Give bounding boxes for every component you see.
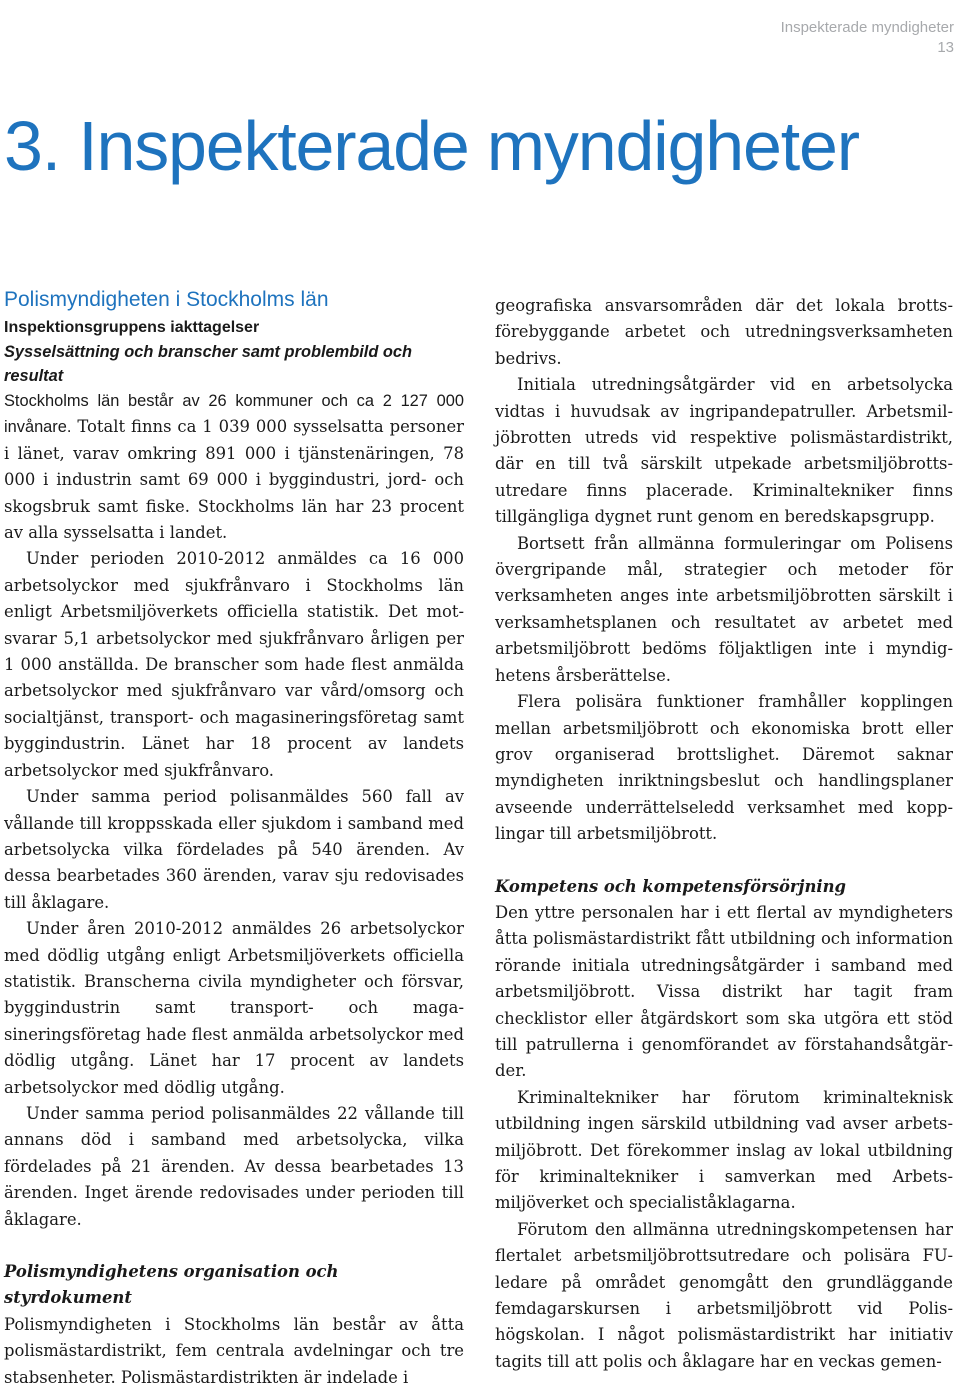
topic-heading-organisation: Polismyndighetens organisation och styrdokument	[4, 1262, 339, 1308]
page-number: 13	[937, 39, 954, 56]
section-title: Polismyndigheten i Stockholms län	[4, 288, 329, 311]
paragraph-police-reports: Under samma period polisanmäldes 560 fall av vållande till kroppsskada eller sjukdom i samband med arbetsolycka vilka fördelades på 540 ärenden. Av dessa bearbetades 360 ärenden, varav sju redovisades till åklagare.	[4, 787, 464, 912]
paragraph-goals: Bortsett från allmänna formuleringar om Polisens övergripande mål, strategier och metoder för verksamheten anges inte arbetsmiljöbrotten särskilt i verksamhetsplanen och resultatet av arbetet med arbetsmiljöbrott bedöms följaktligen inte i myndighetens årsberättelse.	[495, 533, 953, 685]
paragraph-organisation: Polismyndigheten i Stockholms län består av åtta polismästardistrikt, fem centrala avdelningar och tre stabsenheter. Polismästardistrikten är indelade i	[4, 1314, 464, 1387]
paragraph-lead: Stockholms län består av 26 kommuner och ca 2 127 000 invånare.	[4, 392, 464, 437]
topic-heading-competence: Kompetens och kompetensförsörjning	[495, 876, 846, 896]
left-column	[4, 286, 464, 1391]
paragraph-functions: Flera polisära funktioner framhåller kopplingen mellan arbetsmiljöbrott och ekonomiska brott eller grov organiserad brottslighet. Däremot saknar myndigheten inriktningsbeslut och handlingsplaner avseende underrättelseledd verksamhet med kopplingar till arbetsmiljöbrott.	[495, 692, 953, 844]
paragraph-population	[4, 388, 464, 546]
spacer	[495, 848, 953, 874]
paragraph-investigation: Initiala utredningsåtgärder vid en arbetsolycka vidtas i huvudsak av ingripandepatruller. Arbetsmiljöbrotten utreds vid respektive polismästardistrikt, där en till två särskilt utpekade arbetsmiljöbrottsutredare finns placerade. Kriminaltekniker finns tillgängliga dygnet runt genom en beredskapsgrupp.	[495, 375, 953, 527]
paragraph-forensics: Kriminaltekniker har förutom kriminalteknisk utbildning ingen särskild utbildning vad avser arbetsmiljöbrott. Det förekommer inslag av lokal utbildning för kriminaltekniker i samverkan med Arbetsmiljöverket och specialiståklagarna.	[495, 1087, 953, 1213]
running-header	[781, 18, 954, 58]
spacer	[4, 1233, 464, 1259]
paragraph-training: Den yttre personalen har i ett flertal av myndigheters åtta polismästardistrikt fått utbildning och information rörande initiala utredningsåtgärder i samband med arbetsmiljöbrott. Vissa distrikt har tagit fram checklistor eller åtgärdskort som ska utgöra ett stöd till patrullerna i genomförandet av förstahandsåtgärder.	[495, 902, 953, 1081]
topic-heading-employment: Sysselsättning och branscher samt problembild och resultat	[4, 343, 413, 385]
paragraph-accidents: Under perioden 2010-2012 anmäldes ca 16 000 arbetsolyckor med sjukfrånvaro i Stockholms län enligt Arbetsmiljöverkets officiella statistik. Det motsvarar 5,1 arbetsolyckor med sjukfrånvaro årligen per 1 000 anställda. De branscher som hade flest anmälda arbetsolyckor med sjukfrånvaro var vård/omsorg och socialtjänst, transport- och magasineringsföretag samt byggindustrin. Länet har 18 procent av landets arbetsolyckor med sjukfrånvaro.	[4, 549, 464, 780]
paragraph-fatal-reports: Under samma period polisanmäldes 22 vållande till annans död i samband med arbetsolycka, vilka fördelades på 21 ärenden. Av dessa bearbetades 13 ärenden. Inget ärende redovisades under perioden till åklagare.	[4, 1103, 464, 1229]
right-column	[495, 293, 953, 1375]
subsection-heading: Inspektionsgruppens iakttagelser	[4, 319, 260, 336]
paragraph-geography: geografiska ansvarsområden där det lokala brottsförebyggande arbetet och utredningsverksamheten bedrivs.	[495, 296, 953, 368]
chapter-title: 3. Inspekterade myndigheter	[4, 107, 859, 185]
paragraph-competence: Förutom den allmänna utredningskompetensen har flertalet arbetsmiljöbrottsutredare och polisära FU-ledare på området genomgått den grundläggande femdagarskursen i arbetsmiljöbrott vid Polishögskolan. I något polismästardistrikt har initiativ tagits till att polis och åklagare har en veckas gemen-	[495, 1219, 953, 1371]
paragraph-body: Totalt finns ca 1 039 000 sysselsatta personer i länet, varav omkring 891 000 i tjänstenäringen, 78 000 i industrin samt 69 000 i byggindustri, jord- och skogsbruk samt fiske. Stockholms län har 23 procent av alla sysselsatta i landet.	[4, 417, 464, 543]
running-header-title: Inspekterade myndigheter	[780, 19, 954, 36]
paragraph-fatal-accidents: Under åren 2010-2012 anmäldes 26 arbetsolyckor med dödlig utgång enligt Arbetsmiljöverkets officiella statistik. Branscherna civila myndigheter och försvar, byggindustrin samt transport- och magasineringsföretag hade flest anmälda arbetsolyckor med dödlig utgång. Länet har 17 procent av landets arbetsolyckor med dödlig utgång.	[4, 919, 464, 1097]
